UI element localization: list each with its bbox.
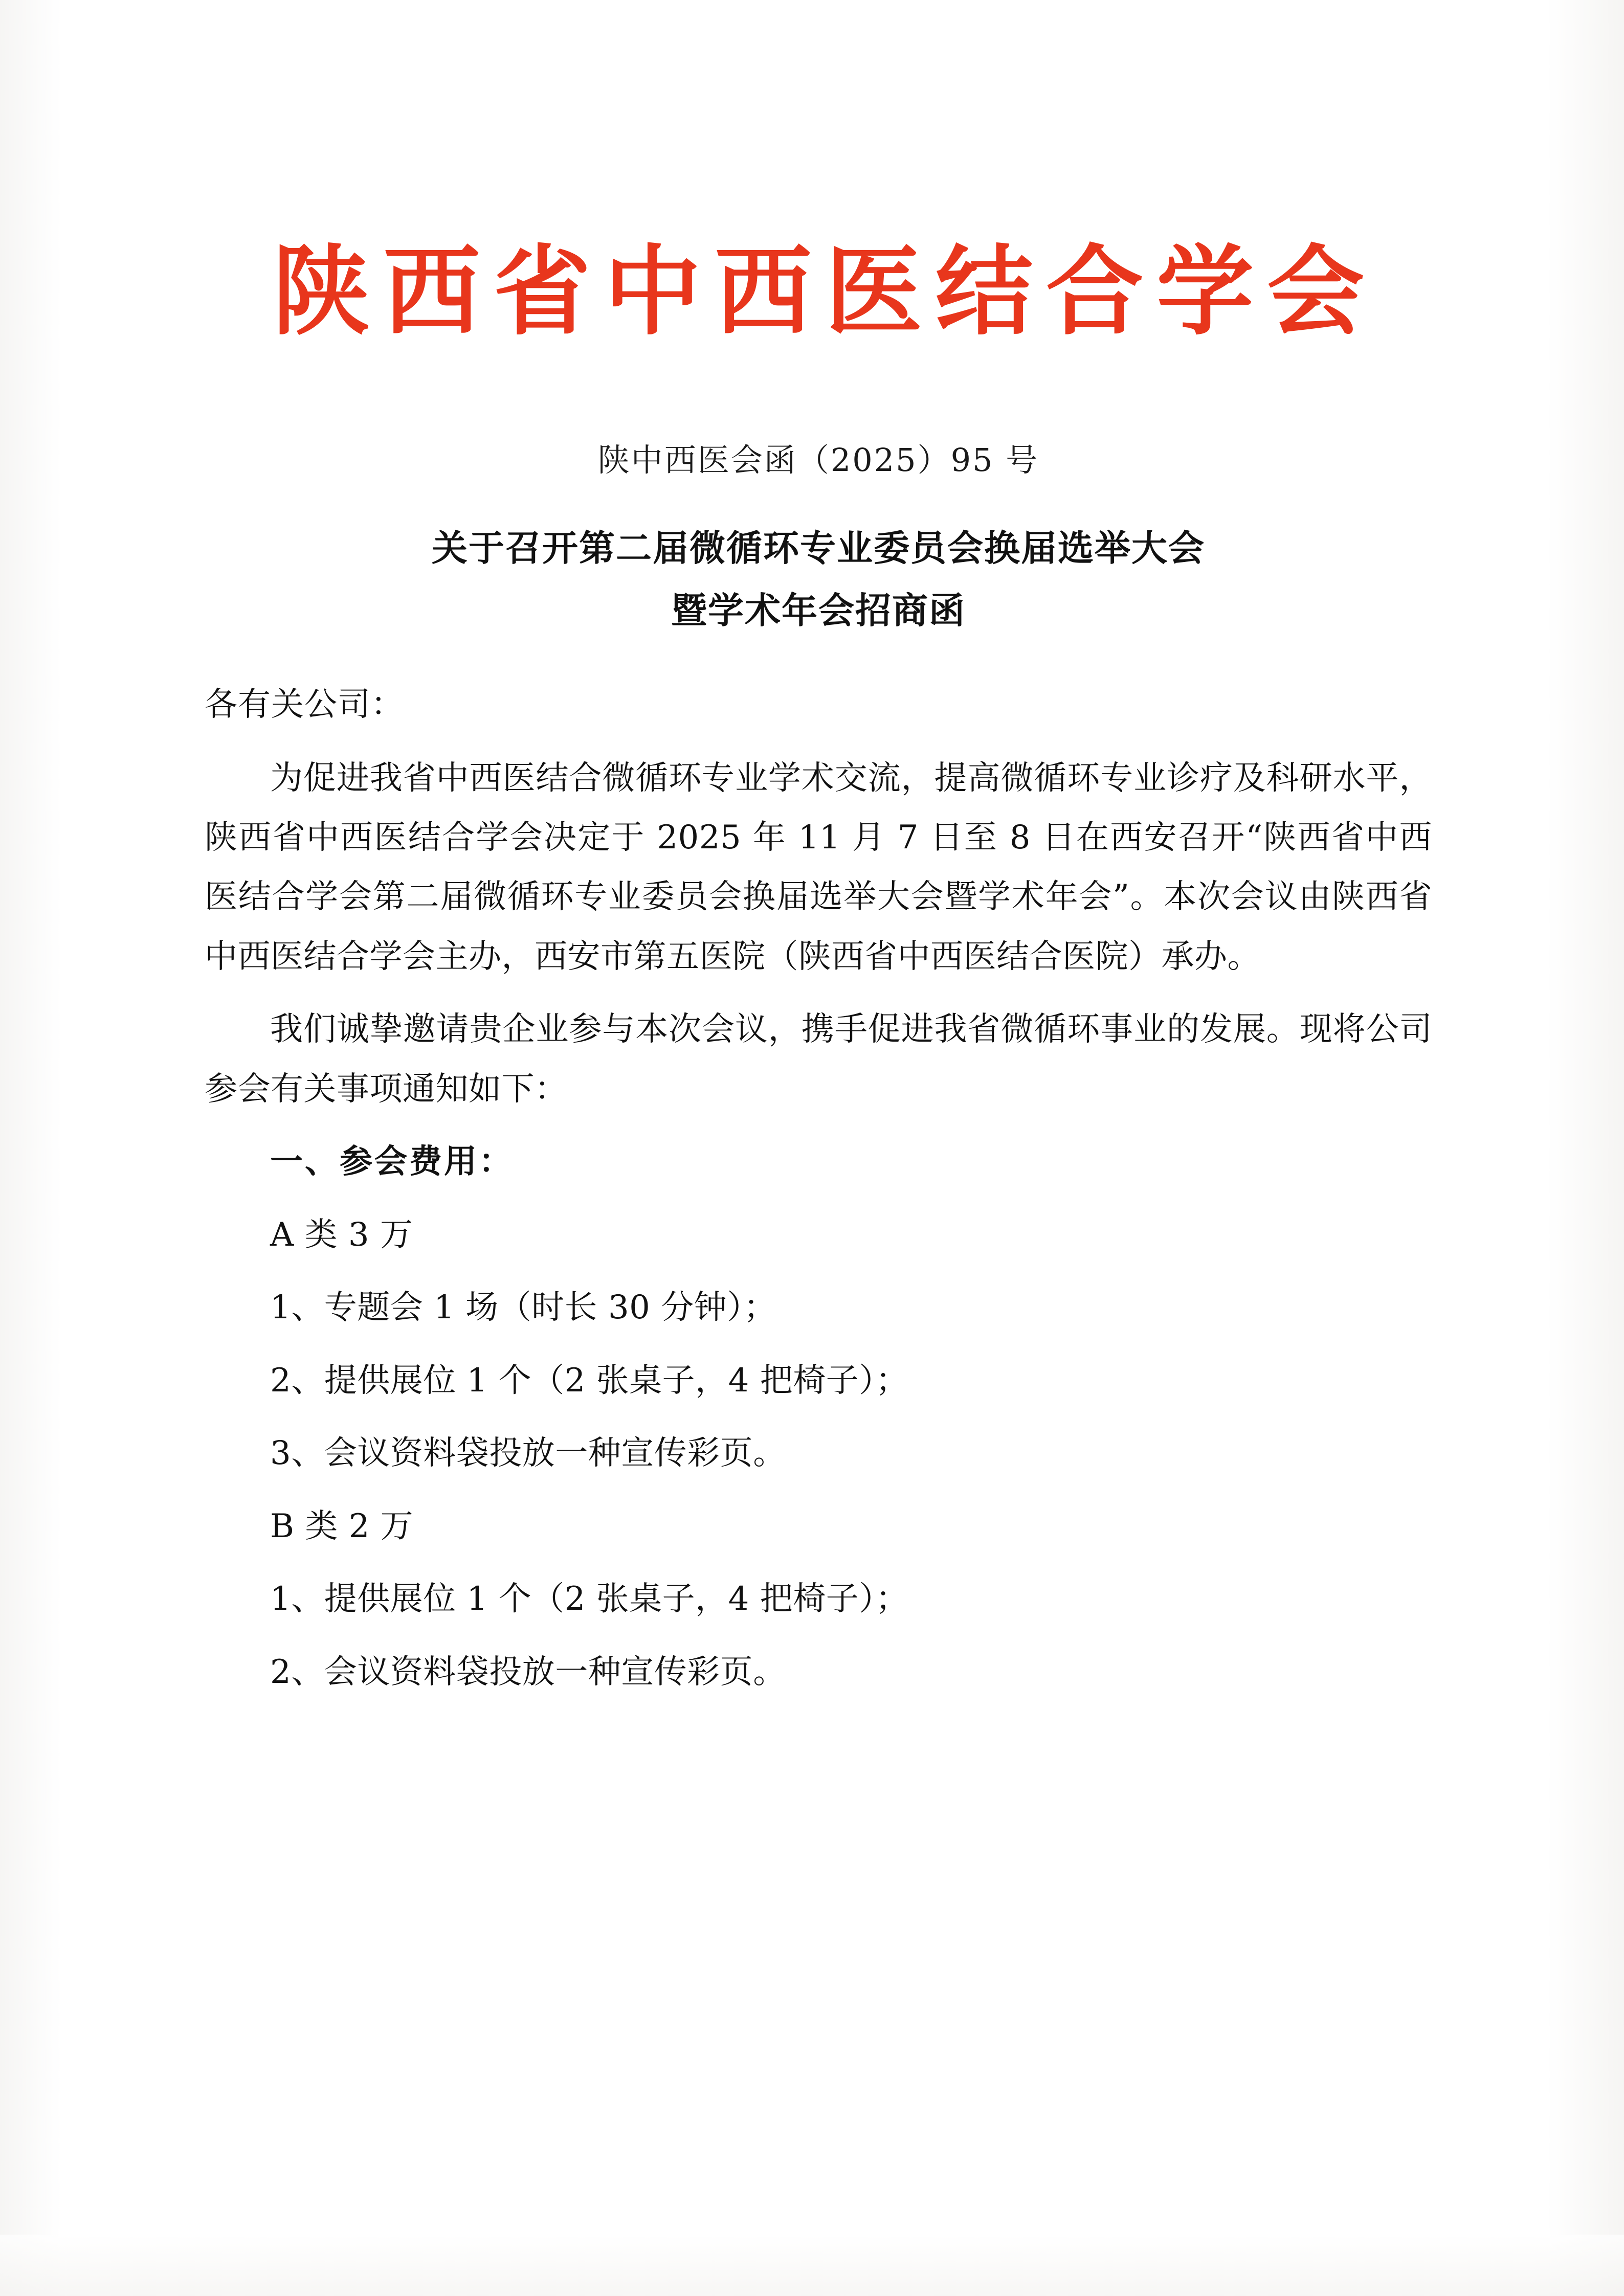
- tier-a-item-3: 3、会议资料袋投放一种宣传彩页。: [270, 1434, 786, 1473]
- document-number: 陕中西医会函（2025）95 号: [597, 441, 1039, 479]
- scan-shadow-bottom: [0, 2235, 1624, 2296]
- organization-masthead: 陕西省中西医结合学会: [272, 234, 1377, 348]
- scan-shadow-left: [0, 0, 61, 2296]
- tier-a-label: A 类 3 万: [270, 1215, 413, 1254]
- section-heading-fees: 一、参会费用：: [270, 1142, 514, 1181]
- body-paragraph-2: 我们诚挚邀请贵企业参与本次会议，携手促进我省微循环事业的发展。现将公司参会有关事项通知如下：: [205, 1010, 1432, 1108]
- document-title: [205, 517, 1432, 642]
- scan-shadow-right: [1547, 0, 1624, 2296]
- tier-a-item-1: 1、专题会 1 场（时长 30 分钟）；: [270, 1289, 777, 1327]
- tier-a-item-2: 2、提供展位 1 个（2 张桌子，4 把椅子）；: [270, 1361, 909, 1400]
- document-title-line-2: 暨学术年会招商函: [671, 589, 966, 632]
- tier-b-item-2: 2、会议资料袋投放一种宣传彩页。: [270, 1653, 786, 1691]
- document-title-line-1: 关于召开第二届微循环专业委员会换届选举大会: [432, 526, 1205, 569]
- document-content: [205, 0, 1432, 1702]
- body-paragraph-1: 为促进我省中西医结合微循环专业学术交流，提高微循环专业诊疗及科研水平，陕西省中西医结合学会决定于 2025 年 11 月 7 日至 8 日在西安召开“陕西省中西医结合学会第二届微循环专业委员会换届选举大会暨学术年会”。本次会议由陕西省中西医结合学会主办，西安市第五医院（陕西省中西医结合医院）承办。: [205, 759, 1432, 976]
- salutation: 各有关公司：: [205, 685, 404, 724]
- tier-b-label: B 类 2 万: [270, 1507, 414, 1545]
- tier-b-item-1: 1、提供展位 1 个（2 张桌子，4 把椅子）；: [270, 1580, 909, 1618]
